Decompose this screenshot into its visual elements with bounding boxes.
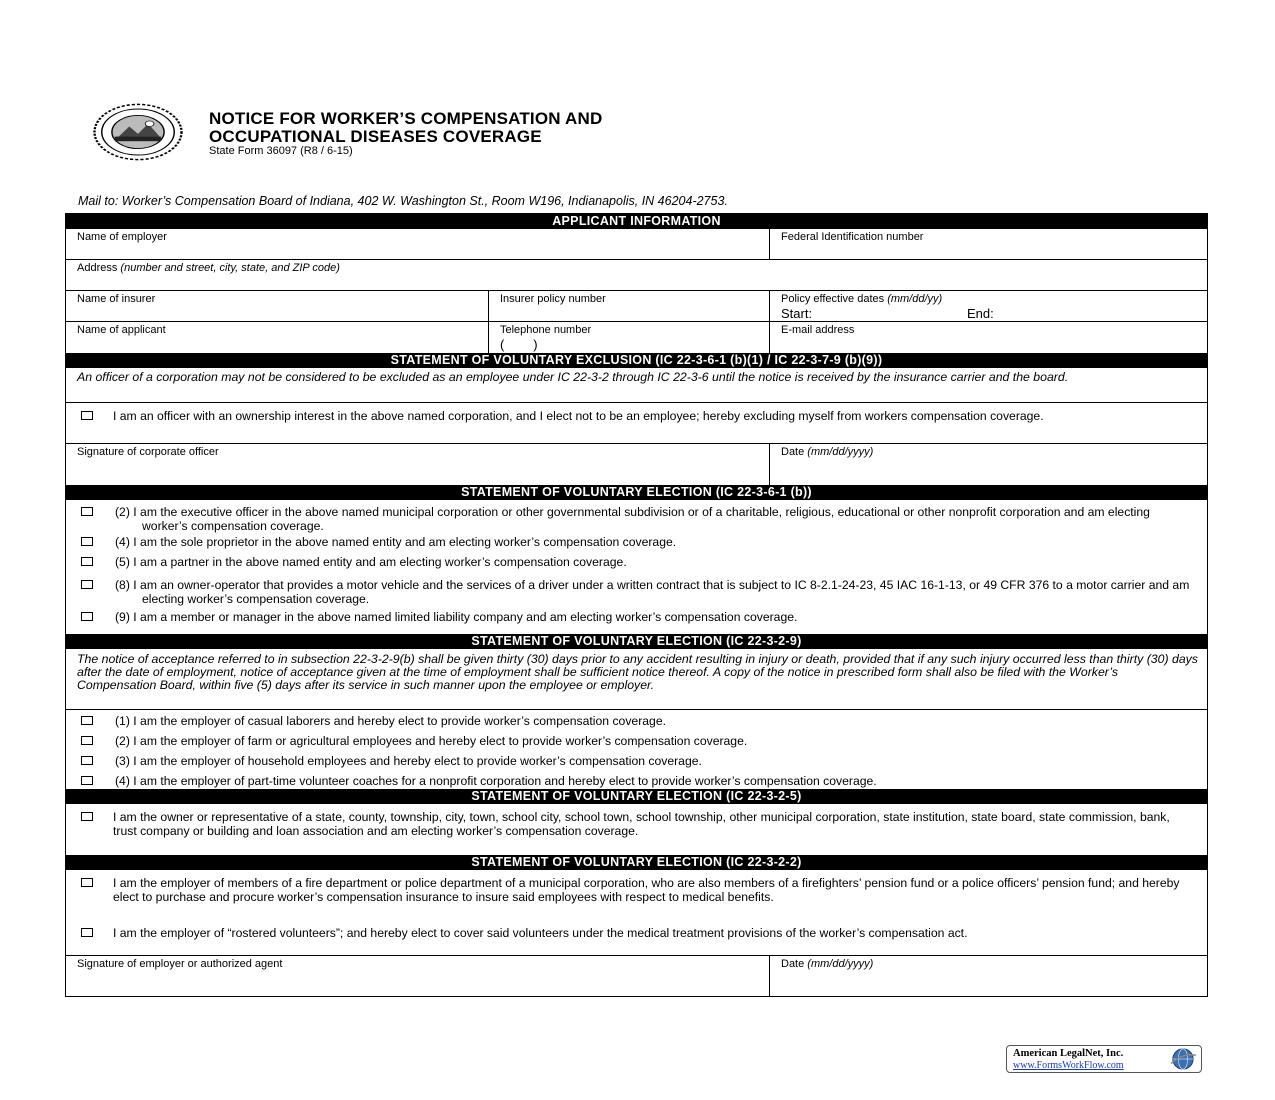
section-heading-applicant: APPLICANT INFORMATION bbox=[66, 214, 1207, 229]
checkbox[interactable] bbox=[81, 537, 93, 546]
policy-end-label: End: bbox=[967, 306, 994, 321]
employer-signature-row bbox=[66, 956, 1207, 996]
exclusion-options bbox=[66, 403, 1207, 444]
checkbox[interactable] bbox=[81, 736, 93, 745]
checkbox[interactable] bbox=[81, 411, 93, 420]
insurer-row bbox=[66, 291, 1207, 322]
address-field[interactable]: Address (number and street, city, state, and ZIP code) bbox=[77, 262, 340, 274]
election-2-2-option-fire-police[interactable]: I am the employer of members of a fire department or police department of a municipal corporation, who are also members of a firefighters’ pension fund or a police officers’ pension fund; and hereby elect to purchase and procure worker’s compensation insurance to insure said employees with respect to medical benefits. bbox=[66, 874, 1207, 924]
checkbox[interactable] bbox=[81, 507, 93, 516]
policy-start-label: Start: bbox=[781, 306, 813, 321]
telephone-area-code: ( ) bbox=[500, 337, 538, 352]
section-heading-election-2-5: STATEMENT OF VOLUNTARY ELECTION (IC 22-3-2-5) bbox=[66, 789, 1207, 804]
checkbox[interactable] bbox=[81, 716, 93, 725]
coverage-form bbox=[65, 213, 1208, 997]
policy-dates-field[interactable]: Policy effective dates (mm/dd/yy) Start: End: bbox=[769, 291, 1207, 321]
checkbox[interactable] bbox=[81, 812, 93, 821]
election-2-9-option-4[interactable]: (4) I am the employer of part-time volunteer coaches for a nonprofit corporation and hereby elect to provide worker’s compensation coverage. bbox=[66, 772, 1207, 789]
american-legalnet-logo bbox=[1006, 1045, 1202, 1073]
checkbox[interactable] bbox=[81, 928, 93, 937]
exclusion-option[interactable]: I am an officer with an ownership interest in the above named corporation, and I elect not to be an employee; hereby excluding myself from workers compensation coverage. bbox=[66, 407, 1207, 425]
name-of-employer-field[interactable]: Name of employer bbox=[77, 231, 167, 243]
page-title: NOTICE FOR WORKER’S COMPENSATION AND OCCUPATIONAL DISEASES COVERAGE bbox=[209, 109, 603, 146]
election-2-5-option[interactable]: I am the owner or representative of a state, county, township, city, town, school city, school town, school township, other municipal corporation, state institution, state board, state commission, bank, trust company or building and loan association and am electing worker’s compensation coverage. bbox=[66, 808, 1207, 840]
exclusion-notice: An officer of a corporation may not be considered to be excluded as an employee under IC 22-3-2 through IC 22-3-6 until the notice is received by the insurance carrier and the board. bbox=[66, 368, 1207, 403]
exclusion-signature-row bbox=[66, 444, 1207, 485]
checkbox[interactable] bbox=[81, 580, 93, 589]
election-6-1-option-4[interactable]: (4) I am the sole proprietor in the above named entity and am electing worker’s compensation coverage. bbox=[66, 533, 1207, 553]
election-2-9-options bbox=[66, 710, 1207, 789]
address-row bbox=[66, 260, 1207, 291]
applicant-row bbox=[66, 322, 1207, 353]
section-heading-election-6-1: STATEMENT OF VOLUNTARY ELECTION (IC 22-3-6-1 (b)) bbox=[66, 485, 1207, 500]
election-2-2-option-rostered-volunteers[interactable]: I am the employer of “rostered volunteers”; and hereby elect to cover said volunteers under the medical treatment provisions of the worker’s compensation act. bbox=[66, 924, 1207, 942]
election-6-1-option-9[interactable]: (9) I am a member or manager in the above named limited liability company and am electing worker’s compensation coverage. bbox=[66, 608, 1207, 626]
telephone-field[interactable]: Telephone number ( ) bbox=[488, 322, 769, 353]
name-of-insurer-field[interactable]: Name of insurer bbox=[77, 293, 156, 305]
checkbox[interactable] bbox=[81, 776, 93, 785]
election-2-2-options bbox=[66, 870, 1207, 956]
section-heading-election-2-2: STATEMENT OF VOLUNTARY ELECTION (IC 22-3-2-2) bbox=[66, 855, 1207, 870]
section-heading-election-2-9: STATEMENT OF VOLUNTARY ELECTION (IC 22-3-2-9) bbox=[66, 634, 1207, 649]
checkbox[interactable] bbox=[81, 756, 93, 765]
election-2-9-option-3[interactable]: (3) I am the employer of household employees and hereby elect to provide worker’s compensation coverage. bbox=[66, 752, 1207, 772]
policy-number-field[interactable]: Insurer policy number bbox=[488, 291, 769, 321]
employer-date-field[interactable]: Date (mm/dd/yyyy) bbox=[769, 956, 1207, 996]
globe-icon bbox=[1168, 1047, 1198, 1071]
checkbox[interactable] bbox=[81, 557, 93, 566]
election-2-5-options bbox=[66, 804, 1207, 855]
election-6-1-option-2[interactable]: (2) I am the executive officer in the above named municipal corporation or other governmental subdivision or of a charitable, religious, educational or other nonprofit corporation and am electing worker’s compensation coverage. bbox=[66, 503, 1207, 533]
section-heading-exclusion: STATEMENT OF VOLUNTARY EXCLUSION (IC 22-3-6-1 (b)(1) / IC 22-3-7-9 (b)(9)) bbox=[66, 353, 1207, 368]
exclusion-date-field[interactable]: Date (mm/dd/yyyy) bbox=[769, 444, 1207, 485]
state-seal-icon bbox=[87, 100, 189, 164]
election-6-1-option-5[interactable]: (5) I am a partner in the above named entity and am electing worker’s compensation coverage. bbox=[66, 553, 1207, 576]
election-2-9-option-1[interactable]: (1) I am the employer of casual laborers and hereby elect to provide worker’s compensation coverage. bbox=[66, 712, 1207, 732]
brand-name: American LegalNet, Inc. bbox=[1013, 1048, 1124, 1059]
email-field[interactable]: E-mail address bbox=[769, 322, 1207, 353]
corporate-officer-signature-field[interactable]: Signature of corporate officer bbox=[77, 446, 219, 458]
federal-id-field[interactable]: Federal Identification number bbox=[769, 229, 1207, 259]
election-2-9-option-2[interactable]: (2) I am the employer of farm or agricultural employees and hereby elect to provide worker’s compensation coverage. bbox=[66, 732, 1207, 752]
name-of-applicant-field[interactable]: Name of applicant bbox=[77, 324, 166, 336]
checkbox[interactable] bbox=[81, 878, 93, 887]
election-2-9-notice: The notice of acceptance referred to in subsection 22-3-2-9(b) shall be given thirty (30) days prior to any accident resulting in injury or death, provided that if any such injury occurred less than thirty (30) days after the date of employment, notice of acceptance given at the time of employment shall be sufficient notice thereof. A copy of the notice in prescribed form shall also be filed with the Worker’s Compensation Board, within five (5) days after its service in such manner upon the employee or employer. bbox=[66, 649, 1207, 710]
employer-signature-field[interactable]: Signature of employer or authorized agent bbox=[77, 958, 283, 970]
form-number: State Form 36097 (R8 / 6-15) bbox=[209, 145, 353, 157]
employer-row bbox=[66, 229, 1207, 260]
mail-to-address: Mail to: Worker’s Compensation Board of Indiana, 402 W. Washington St., Room W196, Indianapolis, IN 46204-2753. bbox=[78, 194, 728, 208]
brand-url: www.FormsWorkFlow.com bbox=[1013, 1060, 1124, 1071]
checkbox[interactable] bbox=[81, 612, 93, 621]
election-6-1-options bbox=[66, 500, 1207, 634]
election-6-1-option-8[interactable]: (8) I am an owner-operator that provides a motor vehicle and the services of a driver under a written contract that is subject to IC 8-2.1-24-23, 45 IAC 16-1-13, or 49 CFR 376 to a motor carrier and am electing worker’s compensation coverage. bbox=[66, 576, 1207, 608]
